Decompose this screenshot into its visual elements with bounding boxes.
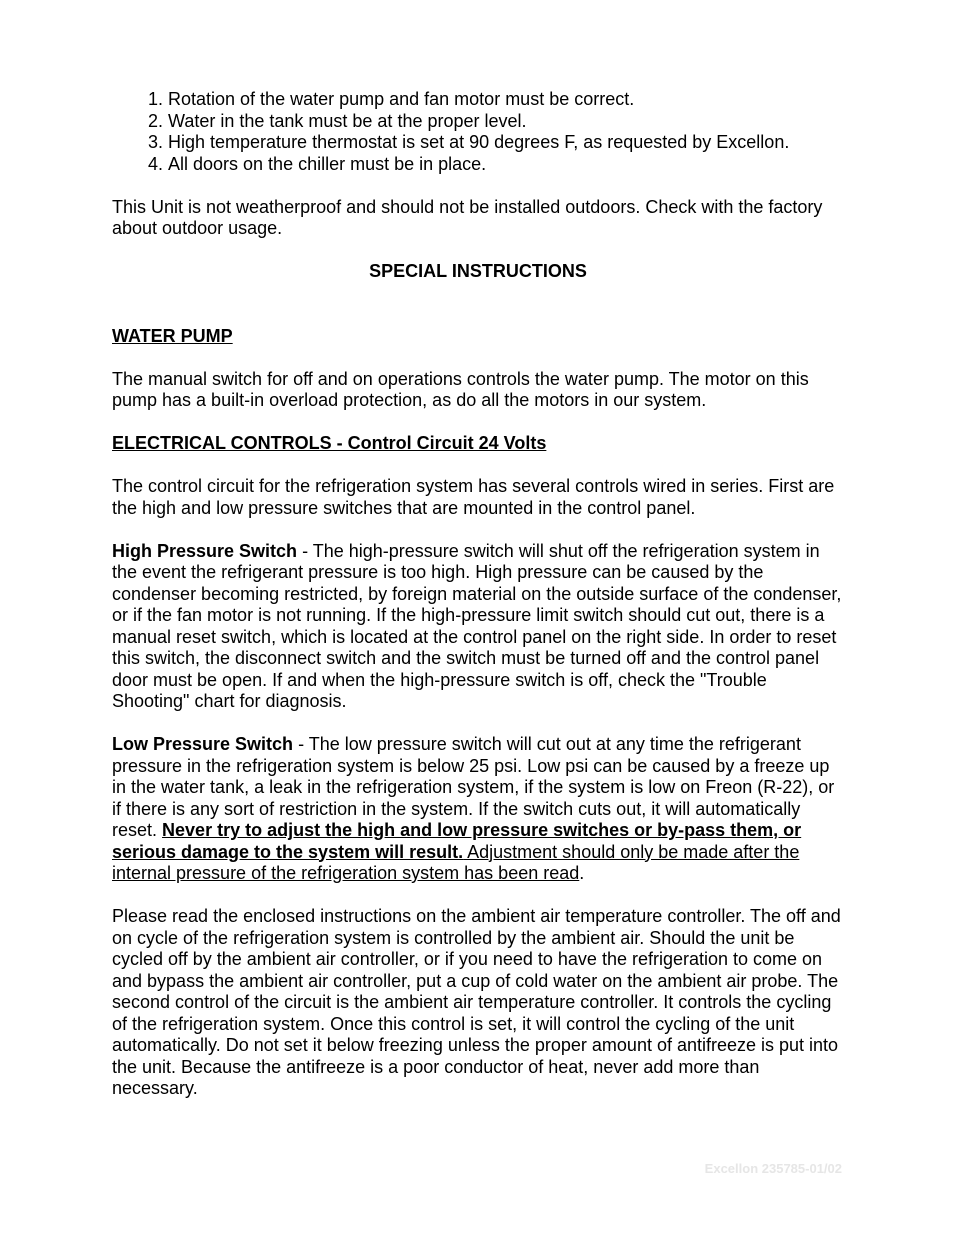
document-page [112, 89, 844, 1121]
low-pressure-adjustment: Adjustment should only be made after the internal pressure of the refrigeration system has been read [112, 841, 800, 883]
list-item: 2. Water in the tank must be at the proper level. [168, 111, 844, 133]
water-pump-heading: WATER PUMP [112, 325, 233, 346]
weatherproof-note: This Unit is not weatherproof and should not be installed outdoors. Check with the factory about outdoor usage. [112, 196, 823, 238]
electrical-controls-heading: ELECTRICAL CONTROLS - Control Circuit 24 Volts [112, 433, 547, 453]
checklist [112, 89, 844, 175]
high-pressure-text: - The high-pressure switch will shut off the refrigeration system in the event the refrigerant pressure is too high. High pressure can be caused by the condenser becoming restricted, by foreign material on the outside surface of the condenser, or if the fan motor is not running. If the high-pressure limit switch should cut out, there is a manual reset switch, which is located at the control panel on the right side. In order to reset this switch, the disconnect switch and the switch must be turned off and the control panel door must be open. If and when the high-pressure switch is off, check the "Trouble Shooting" chart for diagnosis. [112, 540, 842, 711]
footer-doc-number: Excellon 235785-01/02 [704, 1161, 842, 1176]
water-pump-text: The manual switch for off and on operations controls the water pump. The motor on this pump has a built-in overload protection, as do all the motors in our system. [112, 368, 809, 410]
high-pressure-paragraph [112, 541, 844, 713]
low-pressure-end: . [579, 863, 585, 883]
special-instructions-title: SPECIAL INSTRUCTIONS [369, 261, 587, 281]
low-pressure-text: - The low pressure switch will cut out at any time the refrigerant pressure in the refrigeration system is below 25 psi. Low psi can be caused by a freeze up in the water tank, a leak in the refrigeration system, if the system is low on Freon (R-22), or if there is any sort of restriction in the system. If the switch cuts out, it will automatically reset. [112, 734, 835, 840]
high-pressure-label: High Pressure Switch [112, 540, 298, 561]
list-item: 1. Rotation of the water pump and fan motor must be correct. [168, 89, 844, 111]
low-pressure-warning: Never try to adjust the high and low pressure switches or by-pass them, or serious damage to the system will result. [112, 820, 802, 862]
low-pressure-paragraph [112, 734, 844, 885]
ambient-controller-text: Please read the enclosed instructions on the ambient air temperature controller. The off and on cycle of the refrigeration system is controlled by the ambient air. Should the unit be cycled off by the ambient air controller, or if you need to have the refrigeration to come on and bypass the ambient air controller, put a cup of cold water on the ambient air probe. The second control of the circuit is the ambient air temperature controller. It controls the cycling of the refrigeration system. Once this control is set, it will control the cycling of the unit automatically. Do not set it below freezing unless the proper amount of antifreeze is put into the unit. Because the antifreeze is a poor conductor of heat, never add more than necessary. [112, 906, 841, 1098]
list-item: 4. All doors on the chiller must be in place. [168, 154, 844, 176]
electrical-controls-text: The control circuit for the refrigeration system has several controls wired in series. First are the high and low pressure switches that are mounted in the control panel. [112, 476, 835, 518]
low-pressure-label: Low Pressure Switch [112, 734, 294, 754]
list-item: 3. High temperature thermostat is set at 90 degrees F, as requested by Excellon. [168, 132, 844, 154]
